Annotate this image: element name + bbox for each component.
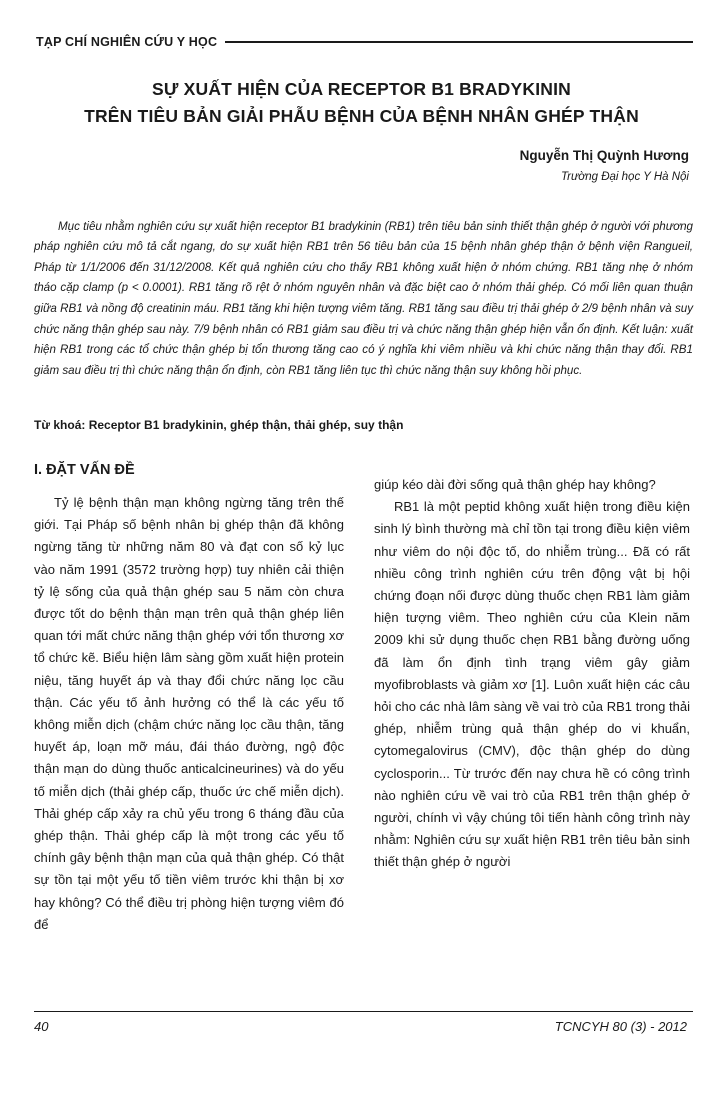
- rb1-paragraph: RB1 là một peptid không xuất hiện trong điều kiện sinh lý bình thường mà chỉ tồn tại trong điều kiện viêm như viêm do nội độc tố, do nhiễm trùng... Đã có rất nhiều công trình nghiên cứu trên động vật bị hội chứng đoạn nối được dùng thuốc chẹn RB1 làm giảm hiện tượng viêm. Theo nghiên cứu của Klein năm 2009 khi sử dụng thuốc chẹn RB1 bằng đường uống đã làm ổn định tình trạng viêm gây giảm myofibroblasts và giảm xơ [1]. Luôn xuất hiện các câu hỏi cho các nhà lâm sàng về vai trò của RB1 trong thải ghép, nhiễm trùng quả thận ghép do vi khuẩn, cytomegalovirus (CMV), độc thận ghép do dùng cyclosporin... Từ trước đến nay chưa hề có công trình nào nghiên cứu về vai trò của RB1 trên thận ghép ở người, chính vì vậy chúng tôi tiến hành công trình này nhằm: Nghiên cứu sự xuất hiện RB1 trên tiêu bản sinh thiết thận ghép ở người: [374, 499, 690, 870]
- section-heading: I. ĐẶT VẤN ĐỀ: [34, 462, 135, 478]
- article-title: [20, 76, 703, 130]
- author-affiliation: Trường Đại học Y Hà Nội: [560, 171, 689, 183]
- footer-rule: [34, 1011, 693, 1012]
- header-rule: [225, 41, 693, 43]
- continued-paragraph: giúp kéo dài đời sống quả thận ghép hay không?: [374, 477, 656, 492]
- intro-paragraph: Tỷ lệ bệnh thận mạn không ngừng tăng trên thế giới. Tại Pháp số bệnh nhân bị ghép thận đã không ngừng tăng từ những năm 80 và đạt con số kỷ lục vào năm 1991 (3572 trường hợp) tuy nhiên cải thiện tỷ lệ sống của quả thận ghép sau 5 năm còn chưa được tốt do bệnh thận mạn trên quả thận ghép liên quan tới mất chức năng thận ghép với tổn thương xơ tổ chức kẽ. Biểu hiện lâm sàng gồm xuất hiện protein niệu, tăng huyết áp và thay đổi chức năng lọc cầu thận. Các yếu tố ảnh hưởng có thể là các yếu tố không miễn dịch (chậm chức năng lọc cầu thận, tăng huyết áp, loạn mỡ máu, đái tháo đường, ngộ độc thận mạn do dùng thuốc anticalcineurines) và do yếu tố miễn dịch (thải ghép cấp, thuốc ức chế miễn dịch). Thải ghép cấp xảy ra chủ yếu trong 6 tháng đầu của ghép thận. Thải ghép cấp là một trong các yếu tố chính gây bệnh thận mạn của quả thận ghép. Có thật sự tồn tại một yếu tố tiền viêm trước khi thận bị xơ hay không? Có thể điều trị phòng hiện tượng viêm đó để: [34, 495, 344, 932]
- title-line-1: SỰ XUẤT HIỆN CỦA RECEPTOR B1 BRADYKININ: [151, 79, 572, 99]
- journal-name: TẠP CHÍ NGHIÊN CỨU Y HỌC: [36, 35, 218, 49]
- keywords: Từ khoá: Receptor B1 bradykinin, ghép thận, thải ghép, suy thận: [34, 418, 404, 432]
- right-column: [374, 474, 690, 874]
- left-column: [34, 460, 344, 936]
- title-line-2: TRÊN TIÊU BẢN GIẢI PHẪU BỆNH CỦA BỆNH NHÂN GHÉP THẬN: [84, 106, 639, 126]
- journal-header: [36, 34, 693, 50]
- page-number: 40: [34, 1019, 49, 1034]
- footer-journal-issue: TCNCYH 80 (3) - 2012: [554, 1019, 687, 1034]
- abstract: Mục tiêu nhằm nghiên cứu sự xuất hiện receptor B1 bradykinin (RB1) trên tiêu bản sinh thiết thận ghép ở người với phương pháp nghiên cứu mô tả cắt ngang, do sự xuất hiện RB1 trên 56 tiêu bản của 15 bệnh nhân ghép thận ở bệnh viện Rangueil, Pháp từ 1/1/2006 đến 31/12/2008. Kết quả nghiên cứu cho thấy RB1 không xuất hiện ở nhóm chứng. RB1 tăng nhẹ ở nhóm tháo cặp clamp (p < 0.0001). RB1 tăng rõ rệt ở nhóm nguyên nhân và đặc biệt cao ở nhóm thải ghép. Có mối liên quan thuận giữa RB1 và nồng độ creatinin máu. RB1 tăng khi hiện tượng viêm tăng. RB1 tăng sau điều trị thải ghép ở 2/9 bệnh nhân và suy chức năng thận ghép sau này. 7/9 bệnh nhân có RB1 giảm sau điều trị và chức năng thận ghép hiện vẫn ổn định. Kết luận: xuất hiện RB1 trong các tổ chức thận ghép bị tổn thương tăng cao có ý nghĩa khi viêm nhiều và khi chức năng thận thay đổi. RB1 giảm sau điều trị thì chức năng thận ổn định, còn RB1 tăng liên tục thì chức năng thận suy không hồi phục.: [34, 219, 693, 377]
- author-name: Nguyễn Thị Quỳnh Hương: [519, 148, 689, 163]
